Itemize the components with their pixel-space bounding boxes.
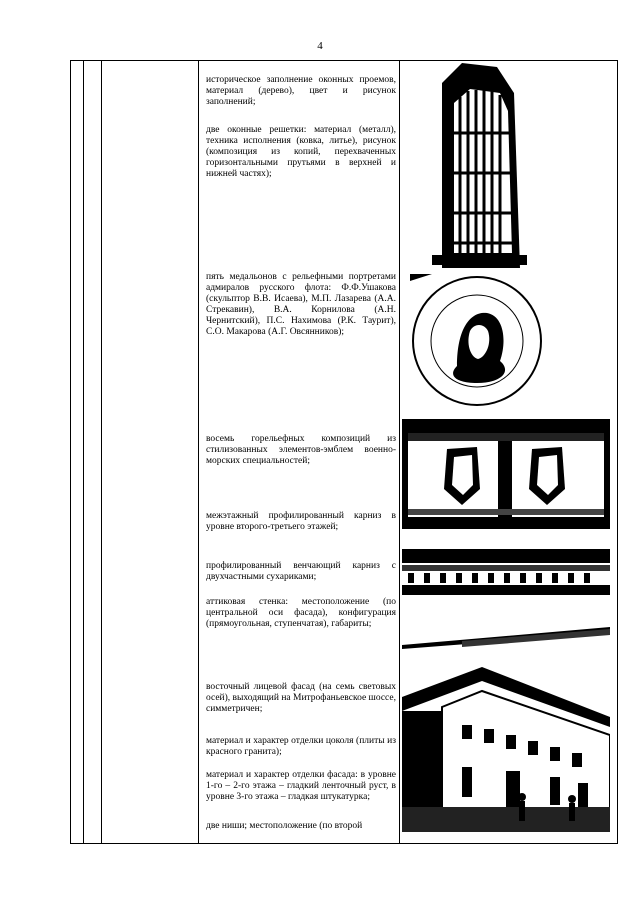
high-relief-photo bbox=[402, 419, 610, 529]
row-text-crowning-cornice: профилированный венчающий карниз с двухчастными сухариками; bbox=[206, 561, 396, 582]
column-divider bbox=[399, 61, 400, 843]
ushakov-medallion-photo bbox=[402, 271, 552, 406]
crowning-cornice-photo bbox=[402, 549, 610, 601]
row-text-window-grilles: две оконные решетки: материал (металл), техника исполнения (ковка, литье), рисунок (композиция из копий, перехваченных горизонтальными прутьями в верхней и нижней частях); bbox=[206, 125, 396, 179]
heritage-table bbox=[70, 60, 618, 844]
column-divider bbox=[101, 61, 102, 843]
window-grille-photo bbox=[402, 63, 552, 268]
row-text-attic-wall: аттиковая стенка: местоположение (по центральной оси фасада), конфигурация (прямоугольная, ступенчатая), габариты; bbox=[206, 597, 396, 629]
row-text-intermediate-cornice: межэтажный профилированный карниз в уровне второго-третьего этажей; bbox=[206, 511, 396, 532]
row-text-niches: две ниши; местоположение (по второй bbox=[206, 821, 363, 831]
attic-wall-photo bbox=[402, 621, 610, 651]
row-text-high-reliefs: восемь горельефных композиций из стилизованных элементов-эмблем военно-морских специальностей; bbox=[206, 434, 396, 466]
column-divider bbox=[83, 61, 84, 843]
east-facade-photo bbox=[402, 667, 610, 832]
row-text-plinth: материал и характер отделки цоколя (плиты из красного гранита); bbox=[206, 736, 396, 757]
row-text-window-fill: историческое заполнение оконных проемов, материал (дерево), цвет и рисунок заполнений; bbox=[206, 75, 396, 107]
page-number: 4 bbox=[317, 40, 323, 52]
row-text-medallions: пять медальонов с рельефными портретами адмиралов русского флота: Ф.Ф.Ушакова (скульптор В.В. Исаева), М.П. Лазарева (А.А. Стрекавин), В.А. Корнилова (А.Н. Чернитский), П.С. Нахимова (Р.К. Таурит), С.О. Макарова (А.Г. Овсянников); bbox=[206, 272, 396, 337]
column-divider bbox=[198, 61, 199, 843]
row-text-east-facade: восточный лицевой фасад (на семь световых осей), выходящий на Митрофаньевское шоссе, симметричен; bbox=[206, 682, 396, 714]
row-text-facade-finish: материал и характер отделки фасада: в уровне 1-го – 2-го этажа – гладкий ленточный руст, в уровне 3-го этажа – гладкая штукатурка; bbox=[206, 770, 396, 802]
